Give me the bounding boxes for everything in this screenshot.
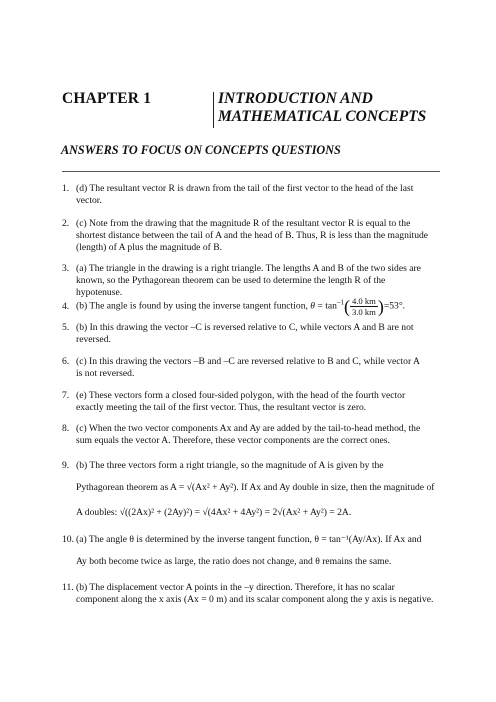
question-line: (length) of A plus the magnitude of B.: [76, 242, 223, 253]
section-heading: ANSWERS TO FOCUS ON CONCEPTS QUESTIONS: [61, 143, 341, 157]
chapter-divider: [213, 92, 214, 128]
question-text: [76, 183, 444, 207]
question-line: known, so the Pythagorean theorem can be used to determine the length R of the: [76, 275, 386, 286]
question-number: 7.: [62, 390, 70, 401]
question-line: A doubles: √((2Ax)² + (2Ay)²) = √(4Ax² + 4Ay²) = 2√(Ax² + Ay²) = 2A.: [76, 507, 352, 518]
question-number: 6.: [62, 356, 70, 367]
chapter-title-line-1: INTRODUCTION AND: [218, 90, 373, 107]
question-text: [76, 296, 444, 317]
question-number: 8.: [62, 423, 70, 434]
fraction-denominator: 3.0 km: [351, 307, 376, 317]
question-line: is not reversed.: [76, 368, 135, 379]
question-line: vector.: [76, 195, 102, 206]
question-line: hypotenuse.: [76, 287, 123, 298]
question-number: 10.: [62, 534, 74, 545]
question-line: (b) The displacement vector A points in the –y direction. Therefore, it has no scalar: [76, 582, 395, 593]
question-line: component along the x axis (Ax = 0 m) and its scalar component along the y axis is negative.: [76, 594, 434, 605]
question-line: Pythagorean theorem as A = √(Ax² + Ay²). If Ax and Ay double in size, then the magnitude of: [76, 482, 435, 493]
chapter-label: CHAPTER 1: [62, 90, 152, 107]
question-line: sum equals the vector A. Therefore, these vector components are the correct ones.: [76, 435, 390, 446]
question-number: 11.: [62, 582, 74, 593]
fraction: [350, 296, 378, 317]
question-text: [76, 534, 444, 568]
chapter-title: [218, 90, 426, 126]
question-line: exactly meeting the tail of the first vector. Thus, the resultant vector is zero.: [76, 402, 367, 413]
question-text: [76, 390, 444, 414]
question-number: 4.: [62, 301, 70, 312]
question-number: 1.: [62, 183, 70, 194]
question-line: (d) The resultant vector R is drawn from the tail of the first vector to the head of the last: [76, 183, 414, 194]
question-line: reversed.: [76, 334, 111, 345]
chapter-header: [62, 90, 442, 130]
fraction-numerator: 4.0 km: [351, 296, 376, 306]
question-line: (b) The three vectors form a right triangle, so the magnitude of A is given by the: [76, 460, 384, 471]
question-line: (b) The angle is found by using the inverse tangent function, $\theta = \tan^{-1}$( $\frac{4.0 km}{3.0 km}$ )=53°.: [76, 296, 406, 317]
question-text: [76, 218, 444, 254]
question-line: (c) In this drawing the vectors –B and –C are reversed relative to B and C, while vector A: [76, 356, 420, 367]
question-text: [76, 460, 444, 519]
chapter-title-line-2: MATHEMATICAL CONCEPTS: [218, 108, 427, 125]
question-number: 5.: [62, 322, 70, 333]
question-number: 2.: [62, 218, 70, 229]
question-text: [76, 582, 444, 606]
question-line: shortest distance between the tail of A and the head of B. Thus, R is less than the magnitude: [76, 230, 429, 241]
question-text: [76, 322, 444, 346]
question-line: (a) The angle θ is determined by the inverse tangent function, θ = tan⁻¹(Ay/Ax). If Ax and: [76, 534, 422, 545]
question-line: (c) Note from the drawing that the magnitude R of the resultant vector R is equal to the: [76, 218, 411, 229]
question-line: (e) These vectors form a closed four-sided polygon, with the head of the fourth vector: [76, 390, 406, 401]
question-text: [76, 356, 444, 380]
question-line: (c) When the two vector components Ax and Ay are added by the tail-to-head method, the: [76, 423, 421, 434]
heading-rule: [62, 171, 440, 172]
question-number: 3.: [62, 263, 70, 274]
question-text: [76, 423, 444, 447]
equation-result: =53°.: [383, 300, 406, 312]
question-text: [76, 263, 444, 299]
question-number: 9.: [62, 460, 70, 471]
question-line: (b) In this drawing the vector –C is reversed relative to C, while vectors A and B are not: [76, 322, 414, 333]
question-line-text: (b) The angle is found by using the inverse tangent function,: [76, 300, 308, 312]
question-line: (a) The triangle in the drawing is a right triangle. The lengths A and B of the two sides are: [76, 263, 421, 274]
question-line: Ay both become twice as large, the ratio does not change, and θ remains the same.: [76, 556, 392, 567]
